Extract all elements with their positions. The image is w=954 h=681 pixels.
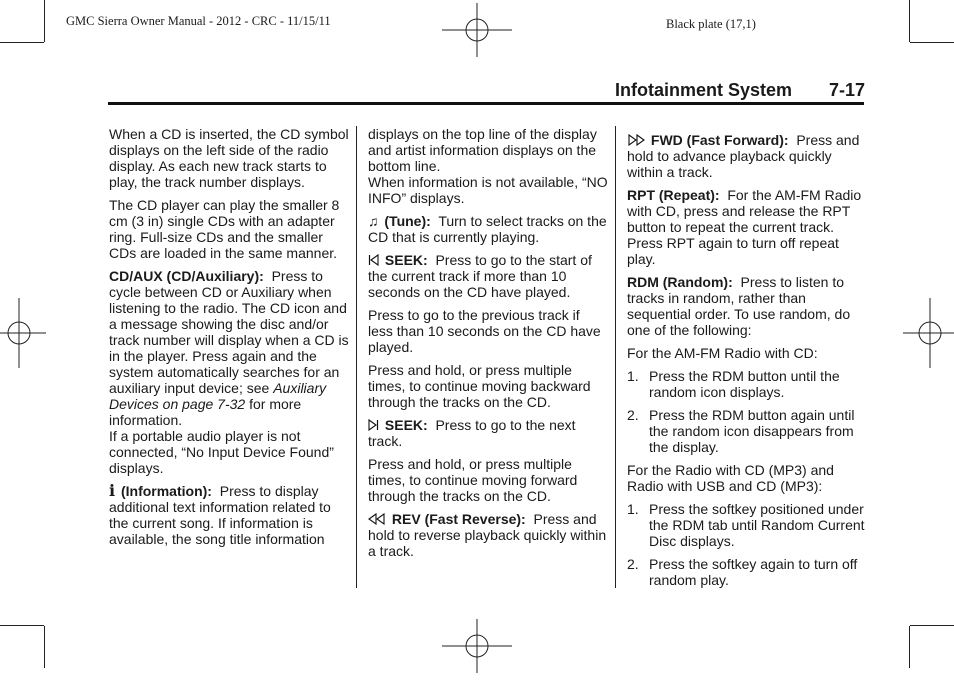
paragraph: When information is not available, “NO INFO” displays. [368, 174, 608, 206]
registration-mark [895, 298, 954, 368]
list-number: 1. [627, 368, 639, 384]
term-text: Press to go to the start of the current track if more than 10 seconds on the CD have played. [368, 252, 592, 300]
list-item [627, 501, 867, 549]
numbered-list [627, 368, 867, 455]
list-number: 2. [627, 407, 639, 423]
paragraph [368, 213, 608, 245]
term-label: (Information): [120, 483, 212, 499]
paragraph [368, 417, 608, 449]
paragraph [627, 132, 867, 180]
list-item [627, 407, 867, 455]
paragraph: Press to go to the previous track if less than 10 seconds on the CD have played. [368, 307, 601, 355]
crop-mark [0, 625, 44, 626]
print-header-title: GMC Sierra Owner Manual - 2012 - CRC - 11/15/11 [66, 14, 331, 28]
list-number: 2. [627, 556, 639, 572]
rewind-icon [368, 513, 386, 525]
term-label: RPT (Repeat): [627, 187, 720, 203]
section-header [615, 80, 865, 101]
numbered-list [627, 501, 867, 588]
list-text: Press the RDM button until the random icon displays. [649, 368, 840, 400]
paragraph: For the AM-FM Radio with CD: [627, 345, 818, 361]
crop-mark [910, 625, 954, 626]
registration-mark [0, 298, 54, 368]
crop-mark [0, 42, 44, 43]
text-column-2 [368, 126, 608, 566]
term-text: For the AM-FM Radio with CD, press and release the RPT button to repeat the current track. Press RPT again to turn off repeat play. [627, 187, 862, 267]
cross-reference: Auxiliary Devices on page 7-32 [109, 380, 327, 412]
term-label: REV (Fast Reverse): [391, 511, 526, 527]
text-column-1 [109, 126, 349, 554]
list-text: Press the softkey positioned under the RDM tab until Random Current Disc displays. [649, 501, 865, 549]
crop-mark [910, 42, 954, 43]
seek-back-icon [368, 254, 379, 266]
term-label: CD/AUX (CD/Auxiliary): [109, 268, 264, 284]
page-number: 7-17 [828, 80, 865, 100]
list-text: Press the RDM button again until the random icon disappears from the display. [649, 407, 855, 455]
list-text: Press the softkey again to turn off random play. [649, 556, 858, 588]
paragraph: If a portable audio player is not connected, “No Input Device Found” displays. [109, 428, 334, 476]
paragraph [109, 268, 349, 428]
term-label: FWD (Fast Forward): [650, 132, 789, 148]
term-text: Press to display additional text information related to the current song. If information is available, the song title information [109, 483, 331, 547]
information-icon: i [109, 481, 116, 500]
crop-mark [44, 0, 45, 42]
paragraph: Press and hold, or press multiple times, to continue moving backward through the tracks on the CD. [368, 362, 591, 410]
fast-forward-icon [627, 134, 645, 146]
term-text: Press and hold to reverse playback quickly within a track. [368, 511, 607, 559]
term-label: (Tune): [384, 213, 431, 229]
paragraph: For the Radio with CD (MP3) and Radio with USB and CD (MP3): [627, 462, 834, 494]
term-label: RDM (Random): [627, 274, 733, 290]
print-header-plate: Black plate (17,1) [666, 17, 756, 31]
crop-mark [909, 0, 910, 42]
column-divider [615, 126, 616, 588]
list-number: 1. [627, 501, 639, 517]
seek-forward-icon [368, 419, 379, 431]
crop-mark [44, 626, 45, 668]
paragraph [368, 511, 608, 559]
term-label: SEEK: [384, 252, 428, 268]
term-text: Turn to select tracks on the CD that is currently playing. [368, 213, 607, 245]
term-text: Press to listen to tracks in random, rather than sequential order. To use random, do one of the following: [627, 274, 851, 338]
paragraph [627, 187, 867, 267]
section-title: Infotainment System [615, 80, 793, 100]
column-divider [356, 126, 357, 588]
paragraph [627, 274, 867, 338]
list-item [627, 368, 867, 400]
text-column-3 [627, 132, 867, 595]
registration-mark [442, 0, 512, 65]
paragraph: When a CD is inserted, the CD symbol displays on the left side of the radio display. As each new track starts to play, the track number displays. [109, 126, 349, 190]
crop-mark [909, 626, 910, 668]
term-text: for more information. [109, 396, 302, 428]
paragraph: displays on the top line of the display and artist information displays on the bottom line. [368, 126, 597, 174]
term-text: Press to go to the next track. [368, 417, 576, 449]
paragraph [109, 483, 349, 547]
header-rule [108, 102, 864, 105]
registration-mark [442, 611, 512, 681]
paragraph: The CD player can play the smaller 8 cm (3 in) single CDs with an adapter ring. Full-size CDs and the smaller CDs are loaded in the same manner. [109, 197, 340, 261]
paragraph: Press and hold, or press multiple times, to continue moving forward through the tracks on the CD. [368, 456, 578, 504]
term-text: Press to cycle between CD or Auxiliary when listening to the radio. The CD icon and a message showing the disc and/or track number will display when a CD is in the player. Press again and the system automatically searches for an auxiliary input device; see [109, 268, 349, 396]
paragraph [368, 252, 608, 300]
list-item [627, 556, 867, 588]
term-text: Press and hold to advance playback quickly within a track. [627, 132, 860, 180]
term-label: SEEK: [384, 417, 428, 433]
music-note-icon: ♫ [368, 213, 379, 229]
